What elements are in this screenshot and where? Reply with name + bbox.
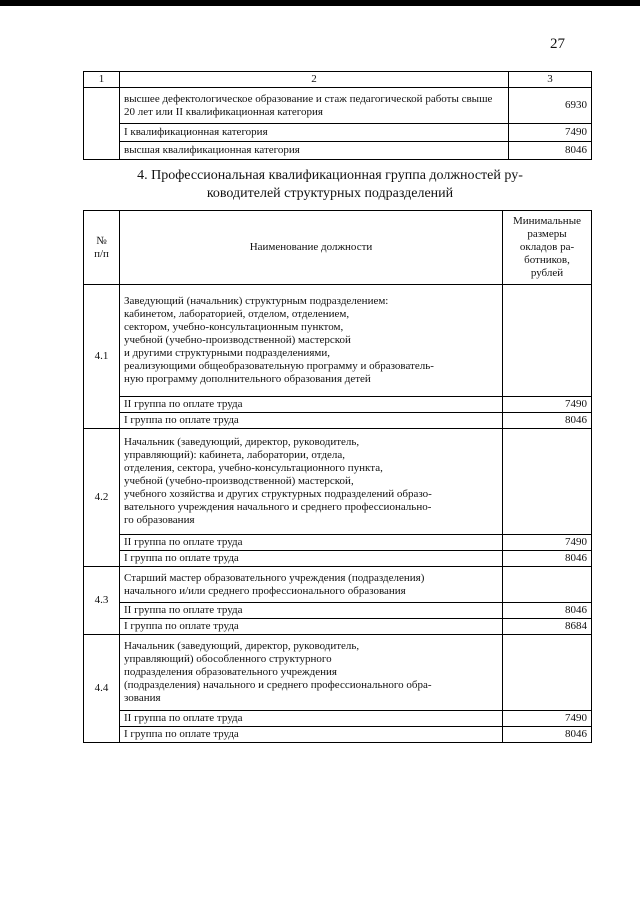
- group-number: 4.3: [84, 567, 120, 635]
- group-title-row: [84, 635, 592, 711]
- salary-value: 8046: [503, 603, 592, 619]
- section-heading: 4. Профессиональная квалификационная группа должностей ру- ководителей структурных подразделений: [137, 168, 523, 201]
- qualification-text: высшая квалификационная категория: [120, 142, 509, 160]
- pay-group-label: I группа по оплате труда: [120, 727, 503, 743]
- table-row: [84, 142, 592, 160]
- table-header-row: [84, 211, 592, 285]
- group-title-row: [84, 567, 592, 603]
- position-description: Начальник (заведующий, директор, руководитель, управляющий): кабинета, лаборатории, отдела, отделения, сектора, учебно-консультационного пункта, учебной (учебно-производственной) мастерской, учебного хозяйства и других структурных подразделений образо- вательного учреждения начального и среднего профессионально- го образования: [120, 429, 503, 535]
- pay-group-row: [84, 711, 592, 727]
- pay-group-label: II группа по оплате труда: [120, 397, 503, 413]
- group-title-row: [84, 285, 592, 397]
- header-minimum-salary: Минимальные размеры окладов ра- ботников, рублей: [503, 211, 592, 285]
- pay-group-row: [84, 619, 592, 635]
- position-description: Начальник (заведующий, директор, руководитель, управляющий) обособленного структурного подразделения образовательного учреждения (подразделения) начального и среднего профессионального обра- зования: [120, 635, 503, 711]
- pay-group-row: [84, 727, 592, 743]
- table-row: [84, 124, 592, 142]
- group-number: 4.1: [84, 285, 120, 429]
- salary-value: 7490: [503, 397, 592, 413]
- table-row: [84, 88, 592, 124]
- qualification-text: I квалификационная категория: [120, 124, 509, 142]
- group-number: 4.2: [84, 429, 120, 567]
- salary-value: 8046: [503, 413, 592, 429]
- pay-group-label: I группа по оплате труда: [120, 551, 503, 567]
- pay-group-label: I группа по оплате труда: [120, 413, 503, 429]
- continued-salary-table: [83, 71, 592, 160]
- position-description: Старший мастер образовательного учреждения (подразделения) начального и/или среднего профессионального образования: [120, 567, 503, 603]
- column-number-1: 1: [84, 72, 120, 88]
- pay-group-row: [84, 535, 592, 551]
- position-salary-table: [83, 210, 592, 743]
- empty-salary-cell: [503, 285, 592, 397]
- salary-value: 6930: [509, 88, 592, 124]
- column-number-2: 2: [120, 72, 509, 88]
- salary-value: 7490: [509, 124, 592, 142]
- position-description: Заведующий (начальник) структурным подразделением: кабинетом, лабораторией, отделом, отделением, сектором, учебно-консультационным пунктом, учебной (учебно-производственной) мастерской и другими структурными подразделениями, реализующими общеобразовательную программу и образователь- ную программу дополнительного образования детей: [120, 285, 503, 397]
- pay-group-label: I группа по оплате труда: [120, 619, 503, 635]
- empty-number-cell: [84, 88, 120, 160]
- qualification-text: высшее дефектологическое образование и стаж педагогической работы свыше 20 лет или II квалификационная категория: [120, 88, 509, 124]
- pay-group-row: [84, 413, 592, 429]
- pay-group-row: [84, 397, 592, 413]
- pay-group-label: II группа по оплате труда: [120, 535, 503, 551]
- salary-value: 8046: [503, 551, 592, 567]
- column-number-3: 3: [509, 72, 592, 88]
- table-header-row: [84, 72, 592, 88]
- salary-value: 7490: [503, 535, 592, 551]
- salary-value: 8046: [503, 727, 592, 743]
- pay-group-row: [84, 551, 592, 567]
- scan-top-edge: [0, 0, 640, 6]
- pay-group-label: II группа по оплате труда: [120, 603, 503, 619]
- header-number: № п/п: [84, 211, 120, 285]
- salary-value: 8046: [509, 142, 592, 160]
- salary-value: 7490: [503, 711, 592, 727]
- header-position-name: Наименование должности: [120, 211, 503, 285]
- empty-salary-cell: [503, 567, 592, 603]
- group-number: 4.4: [84, 635, 120, 743]
- empty-salary-cell: [503, 429, 592, 535]
- group-title-row: [84, 429, 592, 535]
- pay-group-row: [84, 603, 592, 619]
- page-number: 27: [550, 36, 565, 52]
- salary-value: 8684: [503, 619, 592, 635]
- pay-group-label: II группа по оплате труда: [120, 711, 503, 727]
- empty-salary-cell: [503, 635, 592, 711]
